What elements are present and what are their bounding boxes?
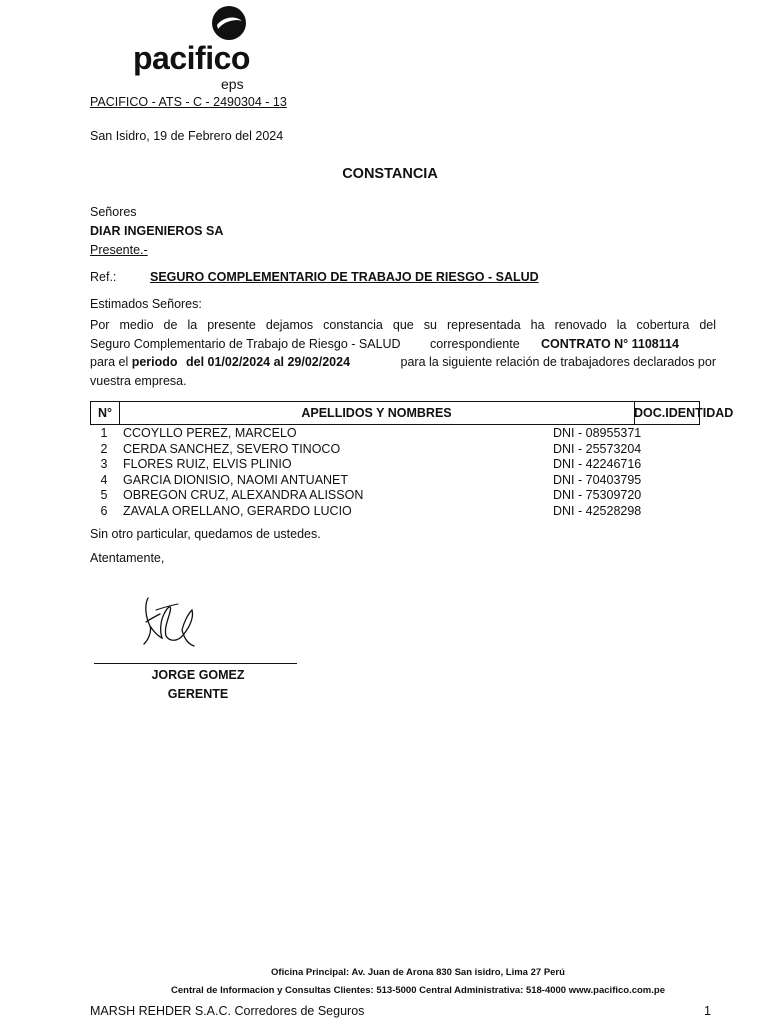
table-row xyxy=(90,442,700,458)
row-doc: DNI - 75309720 xyxy=(553,488,642,502)
workers-table-body xyxy=(90,426,700,519)
row-number: 4 xyxy=(100,472,108,487)
body-line-3-suffix: para la siguiente relación de trabajadores declarados por xyxy=(400,355,716,369)
footer-office: Oficina Principal: Av. Juan de Arona 830 San isidro, Lima 27 Perú xyxy=(271,967,565,978)
contract-number: CONTRATO N° 1108114 xyxy=(541,337,679,351)
footer-contact: Central de Informacion y Consultas Clientes: 513-5000 Central Administrativa: 518-4000 www.pacifico.com.pe xyxy=(171,985,665,996)
row-name: CCOYLLO PEREZ, MARCELO xyxy=(123,426,297,440)
document-title: CONSTANCIA xyxy=(342,166,438,182)
signer-name: JORGE GOMEZ xyxy=(151,668,245,682)
header-doc: DOC.IDENTIDAD xyxy=(634,406,734,420)
regards-line: Atentamente, xyxy=(90,551,165,565)
signer-role: GERENTE xyxy=(167,687,229,701)
closing-line: Sin otro particular, quedamos de ustedes. xyxy=(90,527,321,541)
page-number: 1 xyxy=(704,1004,711,1018)
row-name: ZAVALA ORELLANO, GERARDO LUCIO xyxy=(123,503,352,518)
body-line-2 xyxy=(90,337,716,351)
reference-code: PACIFICO - ATS - C - 2490304 - 13 xyxy=(90,95,287,109)
row-name: OBREGON CRUZ, ALEXANDRA ALISSON xyxy=(123,488,364,502)
date-line: San Isidro, 19 de Febrero del 2024 xyxy=(90,129,284,143)
row-number: 2 xyxy=(100,441,108,456)
row-name: GARCIA DIONISIO, NAOMI ANTUANET xyxy=(123,472,349,487)
header-number: N° xyxy=(91,402,120,424)
pacifico-logo-icon xyxy=(211,5,247,41)
ref-label: Ref.: xyxy=(90,270,117,284)
salutation: Señores xyxy=(90,205,137,219)
row-doc: DNI - 08955371 xyxy=(553,426,642,440)
row-number: 3 xyxy=(100,457,108,471)
body-line-1: Por medio de la presente dejamos constancia que su representada ha renovado la cobertura del xyxy=(90,318,716,332)
footer-broker: MARSH REHDER S.A.C. Corredores de Seguros xyxy=(90,1004,365,1018)
company-name: DIAR INGENIEROS SA xyxy=(90,224,224,238)
period-range: del 01/02/2024 al 29/02/2024 xyxy=(186,355,351,369)
row-doc: DNI - 70403795 xyxy=(553,472,642,487)
handwritten-signature-icon xyxy=(138,592,200,650)
table-row xyxy=(90,473,700,489)
table-row xyxy=(90,426,700,442)
row-number: 5 xyxy=(100,488,108,502)
table-row xyxy=(90,488,700,504)
body-line-3 xyxy=(90,355,716,369)
header-names: APELLIDOS Y NOMBRES xyxy=(119,402,635,424)
brand-logo-subtext: eps xyxy=(221,76,244,92)
body-line-2-text: Seguro Complementario de Trabajo de Riesgo - SALUD xyxy=(90,337,401,351)
row-number: 1 xyxy=(100,426,108,440)
row-number: 6 xyxy=(100,503,108,518)
presente-label: Presente.- xyxy=(90,243,148,257)
body-line-3-prefix: para el xyxy=(90,355,129,369)
row-doc: DNI - 25573204 xyxy=(553,441,642,456)
row-doc: DNI - 42246716 xyxy=(553,457,642,471)
table-row xyxy=(90,457,700,473)
greeting: Estimados Señores: xyxy=(90,297,202,311)
body-line-4: vuestra empresa. xyxy=(90,374,187,388)
periodo-label: periodo xyxy=(131,355,178,369)
row-doc: DNI - 42528298 xyxy=(553,503,642,518)
signature-line xyxy=(94,663,297,664)
workers-table-header xyxy=(90,401,734,425)
brand-logo-text: pacifico xyxy=(133,40,250,76)
row-name: CERDA SANCHEZ, SEVERO TINOCO xyxy=(123,441,341,456)
ref-subject: SEGURO COMPLEMENTARIO DE TRABAJO DE RIESGO - SALUD xyxy=(150,270,539,284)
table-row xyxy=(90,504,700,520)
row-name: FLORES RUIZ, ELVIS PLINIO xyxy=(123,457,292,471)
body-line-2-correspondiente: correspondiente xyxy=(430,337,520,351)
